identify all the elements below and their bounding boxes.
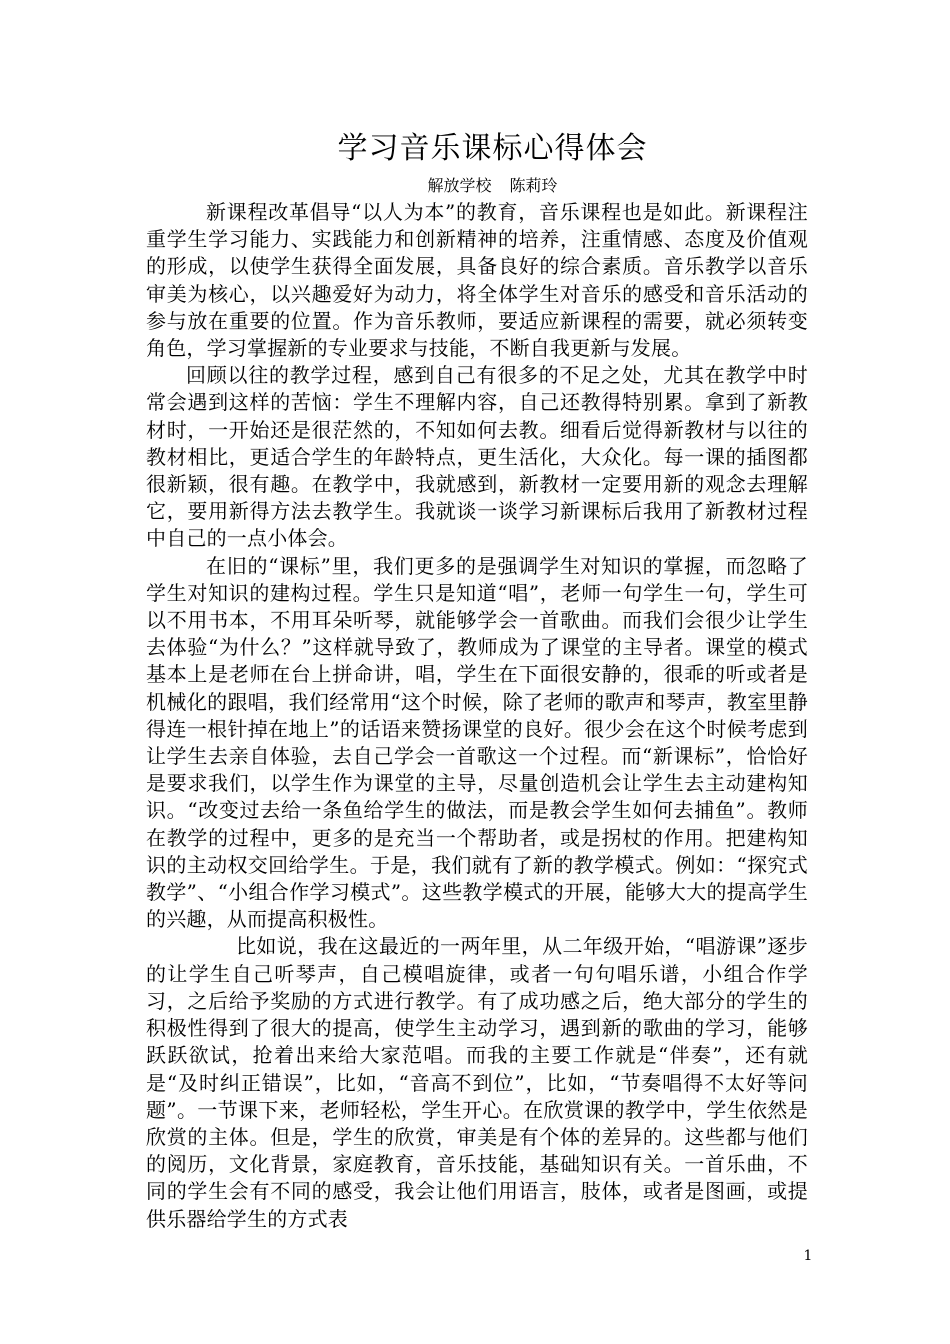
paragraph-1: 新课程改革倡导“以人为本”的教育，音乐课程也是如此。新课程注重学生学习能力、实践能力和创新精神的培养，注重情感、态度及价值观的形成，以使学生获得全面发展，具备良好的综合素质。音乐教学以音乐审美为核心，以兴趣爱好为动力，将全体学生对音乐的感受和音乐活动的参与放在重要的位置。作为音乐教师，要适应新课程的需要，就必须转变角色，学习掌握新的专业要求与技能，不断自我更新与发展。 [146, 200, 808, 361]
paragraph-4: 比如说，我在这最近的一两年里，从二年级开始，“唱游课”逐步的让学生自己听琴声，自己模唱旋律，或者一句句唱乐谱，小组合作学习，之后给予奖励的方式进行教学。有了成功感之后，绝大部分的学生的积极性得到了很大的提高，使学生主动学习，遇到新的歌曲的学习，能够跃跃欲试，抢着出来给大家范唱。而我的主要工作就是“伴奏”，还有就是“及时纠正错误”，比如，“音高不到位”，比如，“节奏唱得不太好等问题”。一节课下来，老师轻松，学生开心。在欣赏课的教学中，学生依然是欣赏的主体。但是，学生的欣赏，审美是有个体的差异的。这些都与他们的阅历，文化背景，家庭教育，音乐技能，基础知识有关。一首乐曲，不同的学生会有不同的感受，我会让他们用语言，肢体，或者是图画，或提供乐器给学生的方式表 [146, 934, 808, 1231]
paragraph-3: 在旧的“课标”里，我们更多的是强调学生对知识的掌握，而忽略了学生对知识的建构过程。学生只是知道“唱”，老师一句学生一句，学生可以不用书本，不用耳朵听琴，就能够学会一首歌曲。而我们会很少让学生去体验“为什么？”这样就导致了，教师成为了课堂的主导者。课堂的模式基本上是老师在台上拼命讲，唱，学生在下面很安静的，很乖的听或者是机械化的跟唱，我们经常用“这个时候，除了老师的歌声和琴声，教室里静得连一根针掉在地上”的话语来赞扬课堂的良好。很少会在这个时候考虑到让学生去亲自体验，去自己学会一首歌这一个过程。而“新课标”，恰恰好是要求我们，以学生作为课堂的主导，尽量创造机会让学生去主动建构知识。“改变过去给一条鱼给学生的做法，而是教会学生如何去捕鱼”。教师在教学的过程中，更多的是充当一个帮助者，或是拐杖的作用。把建构知识的主动权交回给学生。于是，我们就有了新的教学模式。例如：“探究式教学”、“小组合作学习模式”。这些教学模式的开展，能够大大的提高学生的兴趣，从而提高积极性。 [146, 553, 808, 932]
page-number: 1 [803, 1248, 813, 1264]
author-school: 解放学校 [427, 176, 492, 195]
author-name: 陈莉玲 [509, 176, 558, 195]
paragraph-2: 回顾以往的教学过程，感到自己有很多的不足之处，尤其在教学中时常会遇到这样的苦恼：学生不理解内容，自己还教得特别累。拿到了新教材时，一开始还是很茫然的，不知如何去教。细看后觉得新教材与以往的教材相比，更适合学生的年龄特点，更生活化，大众化。每一课的插图都很新颖，很有趣。在教学中，我就感到，新教材一定要用新的观念去理解它，要用新得方法去教学生。我就谈一谈学习新课标后我用了新教材过程中自己的一点小体会。 [146, 363, 808, 551]
document-title: 学习音乐课标心得体会 [337, 131, 648, 166]
document-body [146, 199, 808, 1233]
author-line [0, 175, 950, 197]
